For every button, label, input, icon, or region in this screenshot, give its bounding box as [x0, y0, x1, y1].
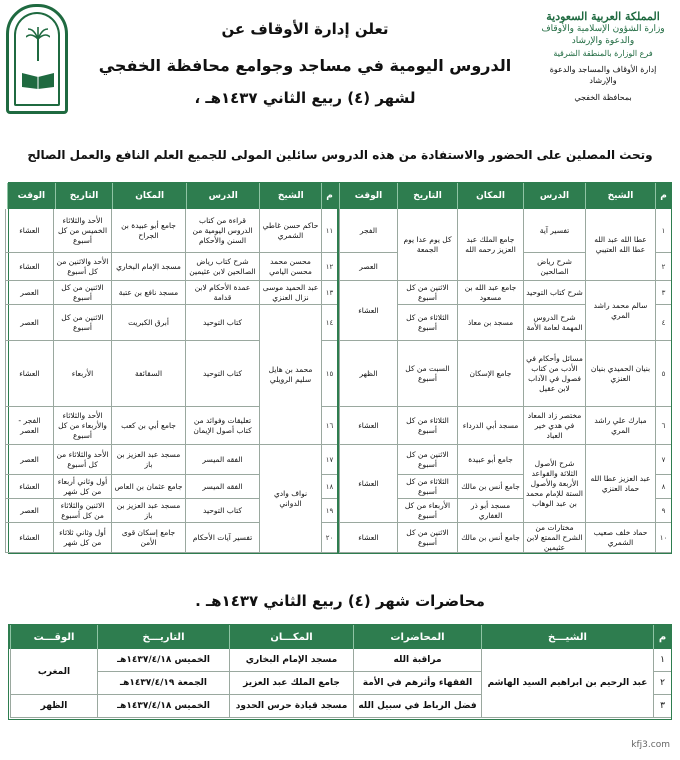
- lesson-place: مسجد أبو ذر الغفاري: [457, 499, 523, 523]
- lesson-time: العشاء: [339, 445, 397, 523]
- subtitle: وتحث المصلين على الحضور والاستفادة من هذه الدروس سائلين المولى للجميع العلم النافع والعمل الصالح: [27, 148, 653, 162]
- lesson-place: مسجد أبي الدرداء: [457, 407, 523, 445]
- header-sheikh: الشيخ: [585, 183, 655, 209]
- lesson-date: الاثنين من كل أسبوع: [397, 445, 457, 475]
- lesson-date: السبت من كل أسبوع: [397, 341, 457, 407]
- sheikh-name: مبارك علي راشد المري: [585, 407, 655, 445]
- lesson-date: الاثنين من كل أسبوع: [397, 281, 457, 305]
- header-num: م: [655, 183, 671, 209]
- header-time: الوقت: [339, 183, 397, 209]
- lesson-title: عمدة الأحكام لابن قدامة: [185, 281, 259, 305]
- row-number: ٨: [655, 475, 671, 499]
- lecture-place: مسجد قيادة حرس الحدود: [229, 695, 353, 718]
- lessons-table: [8, 182, 672, 554]
- ministry-line: بمحافظة الخفجي: [574, 93, 632, 102]
- row-number: ٩: [655, 499, 671, 523]
- lesson-title: قراءة من كتاب الدروس اليومية من السنن والأحكام: [185, 209, 259, 253]
- row-number: ٦: [655, 407, 671, 445]
- ministry-line: المملكة العربية السعودية: [546, 10, 660, 23]
- lesson-place: جامع أبو عبيدة بن الجراح: [111, 209, 185, 253]
- row-number: ١٧: [321, 445, 337, 475]
- lecture-place: جامع الملك عبد العزيز: [229, 672, 353, 695]
- row-number: ٧: [655, 445, 671, 475]
- lesson-date: الاثنين من كل أسبوع: [53, 281, 111, 305]
- table-header: [9, 625, 671, 649]
- page-titles: [80, 20, 530, 107]
- lesson-title: الفقه الميسر: [185, 445, 259, 475]
- lecture-time: المغرب: [10, 649, 97, 695]
- lesson-date: الثلاثاء من كل أسبوع: [397, 475, 457, 499]
- lesson-place: مسجد عبد العزيز بن باز: [111, 445, 185, 475]
- header-lesson: الدرس: [523, 183, 585, 209]
- table-body: [7, 209, 337, 553]
- title-main: الدروس اليومية في مساجد وجوامع محافظة الخفجي: [98, 56, 512, 75]
- lesson-title: تفسير آيات الأحكام: [185, 523, 259, 553]
- lesson-time: العصر: [5, 281, 53, 305]
- lesson-title: كتاب التوحيد: [185, 499, 259, 523]
- header-time: الوقـــت: [10, 625, 97, 649]
- lecture-date: الخميس ١٤٣٧/٤/١٨هـ: [97, 649, 229, 672]
- header-lecture: المحاضرات: [353, 625, 481, 649]
- table-header: [7, 183, 337, 209]
- lesson-time: العشاء: [339, 281, 397, 341]
- lesson-place: جامع عثمان بن العاص: [111, 475, 185, 499]
- header-sheikh: الشيخ: [259, 183, 321, 209]
- lesson-place: مسجد نافع بن عتبة: [111, 281, 185, 305]
- lessons-table-left: [7, 183, 339, 553]
- sheikh-name: بنيان الحميدي بنيان العنزي: [585, 341, 655, 407]
- lesson-time: العشاء: [5, 341, 53, 407]
- lecture-title: فضل الرباط في سبيل الله: [353, 695, 481, 718]
- lecture-date: الجمعة ١٤٣٧/٤/١٩هـ: [97, 672, 229, 695]
- lesson-title: شرح الأصول الثلاثة والقواعد الأربعة والأصول الستة للإمام محمد بن عبد الوهاب: [523, 445, 585, 523]
- lesson-place: جامع الملك عبد العزيز رحمه الله: [457, 209, 523, 281]
- lesson-time: العشاء: [339, 523, 397, 553]
- header-place: المكـــان: [229, 625, 353, 649]
- row-number: ٣: [655, 281, 671, 305]
- row-number: ١٩: [321, 499, 337, 523]
- ministry-header: [538, 10, 668, 103]
- lesson-title: كتاب التوحيد: [185, 341, 259, 407]
- lesson-title: مختارات من الشرح الممتع لابن عثيمين: [523, 523, 585, 553]
- row-number: ٤: [655, 305, 671, 341]
- sheikh-name: سالم محمد راشد المري: [585, 281, 655, 341]
- table-header: [339, 183, 671, 209]
- lecturer-name: عبد الرحيم بن ابراهيم السيد الهاشم: [481, 649, 653, 718]
- lesson-place: السقائفة: [111, 341, 185, 407]
- lesson-place: جامع أنس بن مالك: [457, 475, 523, 499]
- ministry-emblem-icon: [6, 4, 68, 114]
- lesson-time: العصر: [5, 305, 53, 341]
- ministry-line: وزارة الشؤون الإسلامية والأوقاف: [541, 24, 665, 34]
- ministry-line: إدارة الأوقاف والمساجد والدعوة والإرشاد: [549, 65, 657, 85]
- header-place: المكان: [112, 183, 186, 209]
- row-number: ٥: [655, 341, 671, 407]
- sheikh-name: محمد بن هايل سليم الرويلي: [259, 305, 321, 445]
- row-number: ٢: [653, 672, 671, 695]
- lesson-title: مسائل وأحكام في الأدب من كتاب فصول في الآداب لابن عقيل: [523, 341, 585, 407]
- lesson-place: جامع عبد الله بن مسعود: [457, 281, 523, 305]
- title-announce: تعلن إدارة الأوقاف عن: [221, 20, 389, 38]
- header-date: التاريخ: [55, 183, 113, 209]
- lesson-date: الأحد والاثنين من كل أسبوع: [53, 253, 111, 281]
- lesson-date: أول وثاني أربعاء من كل شهر: [53, 475, 111, 499]
- header-date: التاريـــخ: [97, 625, 229, 649]
- lecture-place: مسجد الإمام البخاري: [229, 649, 353, 672]
- header-num: م: [653, 625, 671, 649]
- lesson-title: الفقه الميسر: [185, 475, 259, 499]
- sheikh-name: عبد العزيز عطا الله حماد العنزي: [585, 445, 655, 523]
- ministry-line: والدعوة والإرشاد: [571, 36, 635, 46]
- ministry-line: فرع الوزارة بالمنطقة الشرقية: [553, 49, 653, 58]
- lesson-place: مسجد بن معاذ: [457, 305, 523, 341]
- lesson-date: الأربعاء: [53, 341, 111, 407]
- lectures-title: محاضرات شهر (٤) ربيع الثاني ١٤٣٧هـ .: [195, 592, 485, 610]
- lesson-date: الاثنين والثلاثاء من كل أسبوع: [53, 499, 111, 523]
- lecture-time: الظهر: [10, 695, 97, 718]
- lesson-date: الأربعاء من كل أسبوع: [397, 499, 457, 523]
- lesson-date: كل يوم عدا يوم الجمعة: [397, 209, 457, 281]
- table-body: [339, 209, 671, 553]
- lesson-place: جامع إسكان قوى الأمن: [111, 523, 185, 553]
- watermark-text: kfj3.com: [631, 740, 670, 750]
- lesson-time: الفجر: [339, 209, 397, 253]
- lesson-time: الفجر - العصر: [5, 407, 53, 445]
- lesson-time: العشاء: [5, 523, 53, 553]
- lesson-date: الثلاثاء من كل أسبوع: [397, 407, 457, 445]
- lesson-title: شرح كتاب التوحيد: [523, 281, 585, 305]
- lesson-place: مسجد الإمام البخاري: [111, 253, 185, 281]
- lesson-place: جامع أبي بن كعب: [111, 407, 185, 445]
- row-number: ١١: [321, 209, 337, 253]
- row-number: ١٣: [321, 281, 337, 305]
- header-date: التاريخ: [397, 183, 457, 209]
- lesson-time: العشاء: [339, 407, 397, 445]
- lesson-time: العصر: [339, 253, 397, 281]
- row-number: ١٤: [321, 305, 337, 341]
- row-number: ١: [653, 649, 671, 672]
- row-number: ١: [655, 209, 671, 253]
- sheikh-name: حماد خلف صعيب الشمري: [585, 523, 655, 553]
- lesson-time: العشاء: [5, 209, 53, 253]
- sheikh-name: عطا الله عبد الله عطا الله العتيبي: [585, 209, 655, 281]
- row-number: ١٠: [655, 523, 671, 553]
- lesson-date: الثلاثاء من كل أسبوع: [397, 305, 457, 341]
- lectures-table: [8, 624, 672, 720]
- lesson-place: مسجد عبد العزيز بن باز: [111, 499, 185, 523]
- sheikh-name: محسن محمد محسن اليامي: [259, 253, 321, 281]
- lesson-place: جامع أنس بن مالك: [457, 523, 523, 553]
- lecture-title: مراقبة الله: [353, 649, 481, 672]
- sheikh-name: حاكم حسن غاطي الشمري: [259, 209, 321, 253]
- row-number: ١٢: [321, 253, 337, 281]
- lesson-title: تعليقات وفوائد من كتاب أصول الإيمان: [185, 407, 259, 445]
- lesson-date: الأحد والثلاثاء الخميس من كل أسبوع: [53, 209, 111, 253]
- lesson-time: الظهر: [339, 341, 397, 407]
- row-number: ١٦: [321, 407, 337, 445]
- lesson-place: جامع أبو عبيدة: [457, 445, 523, 475]
- lesson-title: شرح رياض الصالحين: [523, 253, 585, 281]
- lesson-date: الأحد والثلاثاء والأربعاء من كل أسبوع: [53, 407, 111, 445]
- lesson-title: تفسير آية: [523, 209, 585, 253]
- row-number: ٣: [653, 695, 671, 718]
- header-time: الوقت: [7, 183, 55, 209]
- lesson-date: الاثنين من كل أسبوع: [53, 305, 111, 341]
- lecture-date: الخميس ١٤٣٧/٤/١٨هـ: [97, 695, 229, 718]
- sheikh-name: نواف وادي الدواني: [259, 445, 321, 553]
- lesson-date: الاثنين من كل أسبوع: [397, 523, 457, 553]
- header-lesson: الدرس: [186, 183, 260, 209]
- sheikh-name: عبد الحميد موسى نزال العنزي: [259, 281, 321, 305]
- lesson-title: كتاب التوحيد: [185, 305, 259, 341]
- lesson-time: العشاء: [5, 253, 53, 281]
- lesson-title: مختصر زاد المعاد في هدي خير العباد: [523, 407, 585, 445]
- lesson-date: الأحد والثلاثاء من كل أسبوع: [53, 445, 111, 475]
- lecture-title: الفقهاء وأثرهم في الأمة: [353, 672, 481, 695]
- lesson-date: أول وثاني ثلاثاء من كل شهر: [53, 523, 111, 553]
- row-number: ٢٠: [321, 523, 337, 553]
- row-number: ١٨: [321, 475, 337, 499]
- lessons-table-right: [339, 183, 671, 553]
- header-place: المكان: [457, 183, 523, 209]
- row-number: ٢: [655, 253, 671, 281]
- lesson-title: شرح كتاب رياض الصالحين لابن عثيمين: [185, 253, 259, 281]
- row-number: ١٥: [321, 341, 337, 407]
- lesson-time: العصر: [5, 445, 53, 475]
- lesson-time: العصر: [5, 499, 53, 523]
- header-num: م: [321, 183, 337, 209]
- header-sheikh: الشيـــخ: [481, 625, 653, 649]
- lesson-time: العشاء: [5, 475, 53, 499]
- lesson-place: أبرق الكبريت: [111, 305, 185, 341]
- lesson-title: شرح الدروس المهمة لعامة الأمة: [523, 305, 585, 341]
- title-month: لشهر (٤) ربيع الثاني ١٤٣٧هـ ،: [194, 89, 416, 107]
- lesson-place: جامع الإسكان: [457, 341, 523, 407]
